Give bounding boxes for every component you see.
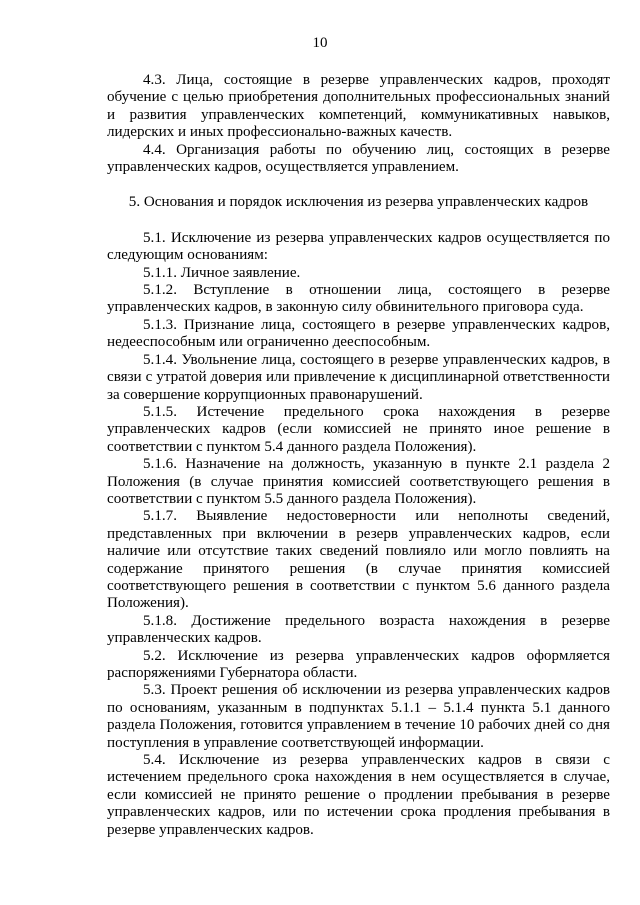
paragraph-5-1: 5.1. Исключение из резерва управленческих кадров осуществляется по следующим основаниям: xyxy=(107,229,610,264)
paragraph-5-4: 5.4. Исключение из резерва управленческих кадров в связи с истечением предельного срока нахождения в нем осуществляется в случае, если комиссией не принято решение о продлении пребывания в резерве управленческих кадров, или по истечении срока продления пребывания в резерве управленческих кадров. xyxy=(107,752,610,838)
paragraph-5-1-3: 5.1.3. Признание лица, состоящего в резерве управленческих кадров, недееспособным или ограниченно дееспособным. xyxy=(107,316,610,351)
paragraph-4-3: 4.3. Лица, состоящие в резерве управленческих кадров, проходят обучение с целью приобретения дополнительных профессиональных знаний и развития управленческих компетенций, коммуникативных навыков, лидерских и иных профессионально-важных качеств. xyxy=(107,72,610,141)
document-body xyxy=(107,72,610,839)
paragraph-5-1-6: 5.1.6. Назначение на должность, указанную в пункте 2.1 раздела 2 Положения (в случае принятия комиссией соответствующего решения в соответствии с пунктом 5.5 данного раздела Положения). xyxy=(107,456,610,507)
paragraph-5-1-2: 5.1.2. Вступление в отношении лица, состоящего в резерве управленческих кадров, в законную силу обвинительного приговора суда. xyxy=(107,282,610,316)
page-number: 10 xyxy=(312,35,328,51)
paragraph-5-1-1: 5.1.1. Личное заявление. xyxy=(143,264,301,281)
paragraph-5-1-8: 5.1.8. Достижение предельного возраста нахождения в резерве управленческих кадров. xyxy=(107,612,610,647)
paragraph-5-3: 5.3. Проект решения об исключении из резерва управленческих кадров по основаниям, указанным в подпунктах 5.1.1 – 5.1.4 пункта 5.1 данного раздела Положения, готовится управлением в течение 10 рабочих дней со дня поступления в управление соответствующей информации. xyxy=(107,682,610,751)
paragraph-5-1-5: 5.1.5. Истечение предельного срока нахождения в резерве управленческих кадров (если комиссией не принято иное решение в соответствии с пунктом 5.4 данного раздела Положения). xyxy=(107,403,610,455)
paragraph-5-2: 5.2. Исключение из резерва управленческих кадров оформляется распоряжениями Губернатора области. xyxy=(107,647,610,681)
paragraph-4-4: 4.4. Организация работы по обучению лиц, состоящих в резерве управленческих кадров, осуществляется управлением. xyxy=(107,141,610,176)
paragraph-5-1-7: 5.1.7. Выявление недостоверности или неполноты сведений, представленных при включении в резерв управленческих кадров, если наличие или отсутствие таких сведений повлияло или могло повлиять на содержание принятого решения (в случае принятия комиссией соответствующего решения в соответствии с пунктом 5.6 данного раздела Положения). xyxy=(107,508,610,612)
paragraph-5-1-4: 5.1.4. Увольнение лица, состоящего в резерве управленческих кадров, в связи с утратой доверия или привлечение к дисциплинарной ответственности за совершение коррупционных правонарушений. xyxy=(107,351,610,403)
section-heading: 5. Основания и порядок исключения из резерва управленческих кадров xyxy=(128,194,589,211)
